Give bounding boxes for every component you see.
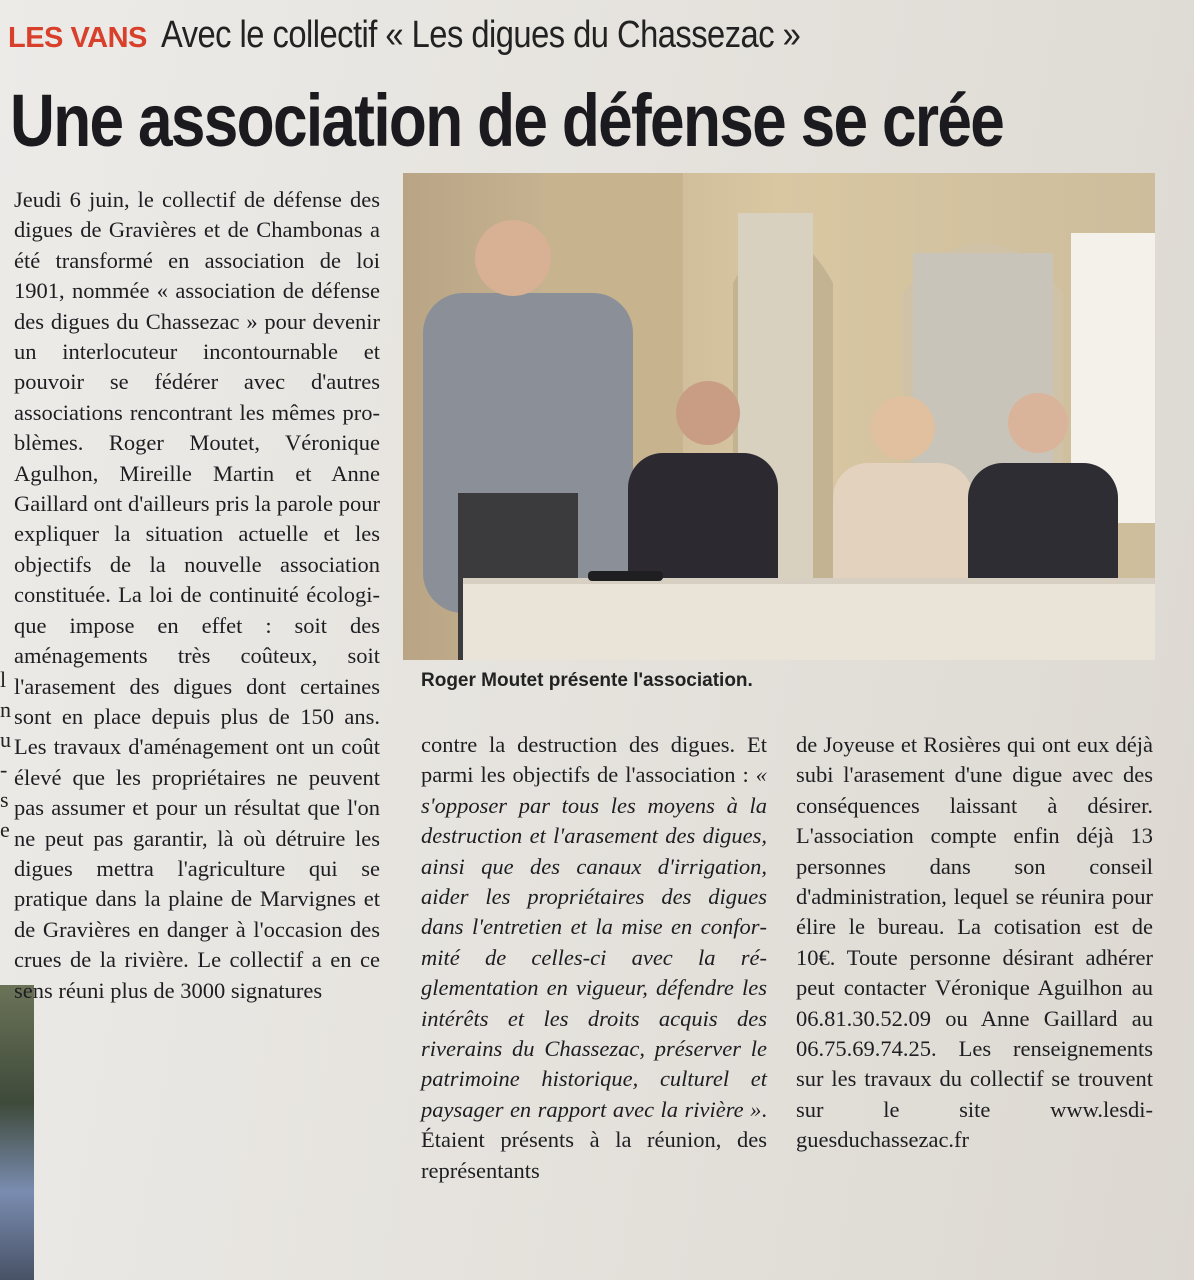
objectives-quote: « s'opposer par tous les moyens à la destruction et l'arasement des digues, ainsi que des canaux d'irrigation, aider les propriétaires des digues dans l'entretien et la mise en conformité de celles-ci avec la réglementation en vigueur, défendre les intérêts et les droits acquis des riverains du Chassezac, préserver le patrimoine historique, culturel et paysager en rapport avec la rivière » <box>421 762 767 1122</box>
kicker-row <box>8 14 904 57</box>
fragment-6: e <box>0 817 10 842</box>
adjacent-photo-edge <box>0 985 34 1280</box>
section-kicker: LES VANS <box>8 22 147 54</box>
article-column-1 <box>14 185 380 1006</box>
fragment-2: n <box>0 697 11 722</box>
microphone <box>588 571 663 581</box>
adjacent-column-fragments <box>0 665 14 845</box>
headline: Une association de défense se crée <box>10 79 1004 162</box>
article-column-2 <box>421 730 767 1186</box>
column-2-intro: contre la destruction des digues. Et parmi les objectifs de l'association : <box>421 732 767 788</box>
photo-caption: Roger Moutet présente l'association. <box>421 670 753 691</box>
column-2-outro: . Étaient présents à la réunion, des représentants <box>421 1096 767 1183</box>
table-edge <box>463 578 1155 584</box>
subheadline: Avec le collectif « Les digues du Chassezac » <box>160 14 801 56</box>
article-photo <box>403 173 1155 660</box>
fragment-5: s <box>0 787 9 812</box>
column-2-text <box>421 730 767 1186</box>
person-2-head <box>676 381 740 445</box>
speaker-head <box>475 220 551 296</box>
person-4-head <box>1008 393 1068 453</box>
fragment-3: u <box>0 727 11 752</box>
article-column-3 <box>796 730 1153 1156</box>
meeting-photo-illustration <box>403 173 1155 660</box>
column-3-text: de Joyeuse et Rosières qui ont eux déjà subi l'arasement d'une digue avec des conséquences laissant à désirer. L'association compte enfin déjà 13 personnes dans son conseil d'administration, lequel se réunira pour élire le bureau. La cotisation est de 10€. Toute personne désirant adhérer peut contacter Véronique Aguilhon au 06.81.30.52.09 ou Anne Gaillard au 06.75.69.74.25. Les renseignements sur les travaux du collectif se trouvent sur le site www.lesdiguesduchassezac.fr <box>796 732 1153 1153</box>
fragment-1: l <box>0 667 7 692</box>
person-3-head <box>871 396 935 460</box>
table-cloth <box>463 578 1155 660</box>
column-1-text: Jeudi 6 juin, le collectif de défense des digues de Gravières et de Chambonas a été transformé en association de loi 1901, nommée « association de défense des digues du Chassezac » pour devenir un interlocuteur incontournable et pouvoir se fédérer avec d'autres associations rencontrant les mêmes problèmes. Roger Moutet, Véronique Agulhon, Mireille Martin et Anne Gaillard ont d'ailleurs pris la parole pour expliquer la situation actuelle et les objectifs de la nouvelle association constituée. La loi de continuité écologique impose en effet : soit des aménagements très coûteux, soit l'arasement des digues dont certaines sont en place depuis plus de 150 ans. Les travaux d'aménagement ont un coût élevé que les propriétaires ne peuvent pas assumer et pour un résultat que l'on ne peut pas garantir, là où détruire les digues mettra l'agriculture qui se pratique dans la plaine de Marvignes et de Gravières en danger à l'occasion des crues de la rivière. Le collectif a en ce sens réuni plus de 3000 signatures <box>14 187 380 1003</box>
fragment-4: - <box>0 757 8 782</box>
